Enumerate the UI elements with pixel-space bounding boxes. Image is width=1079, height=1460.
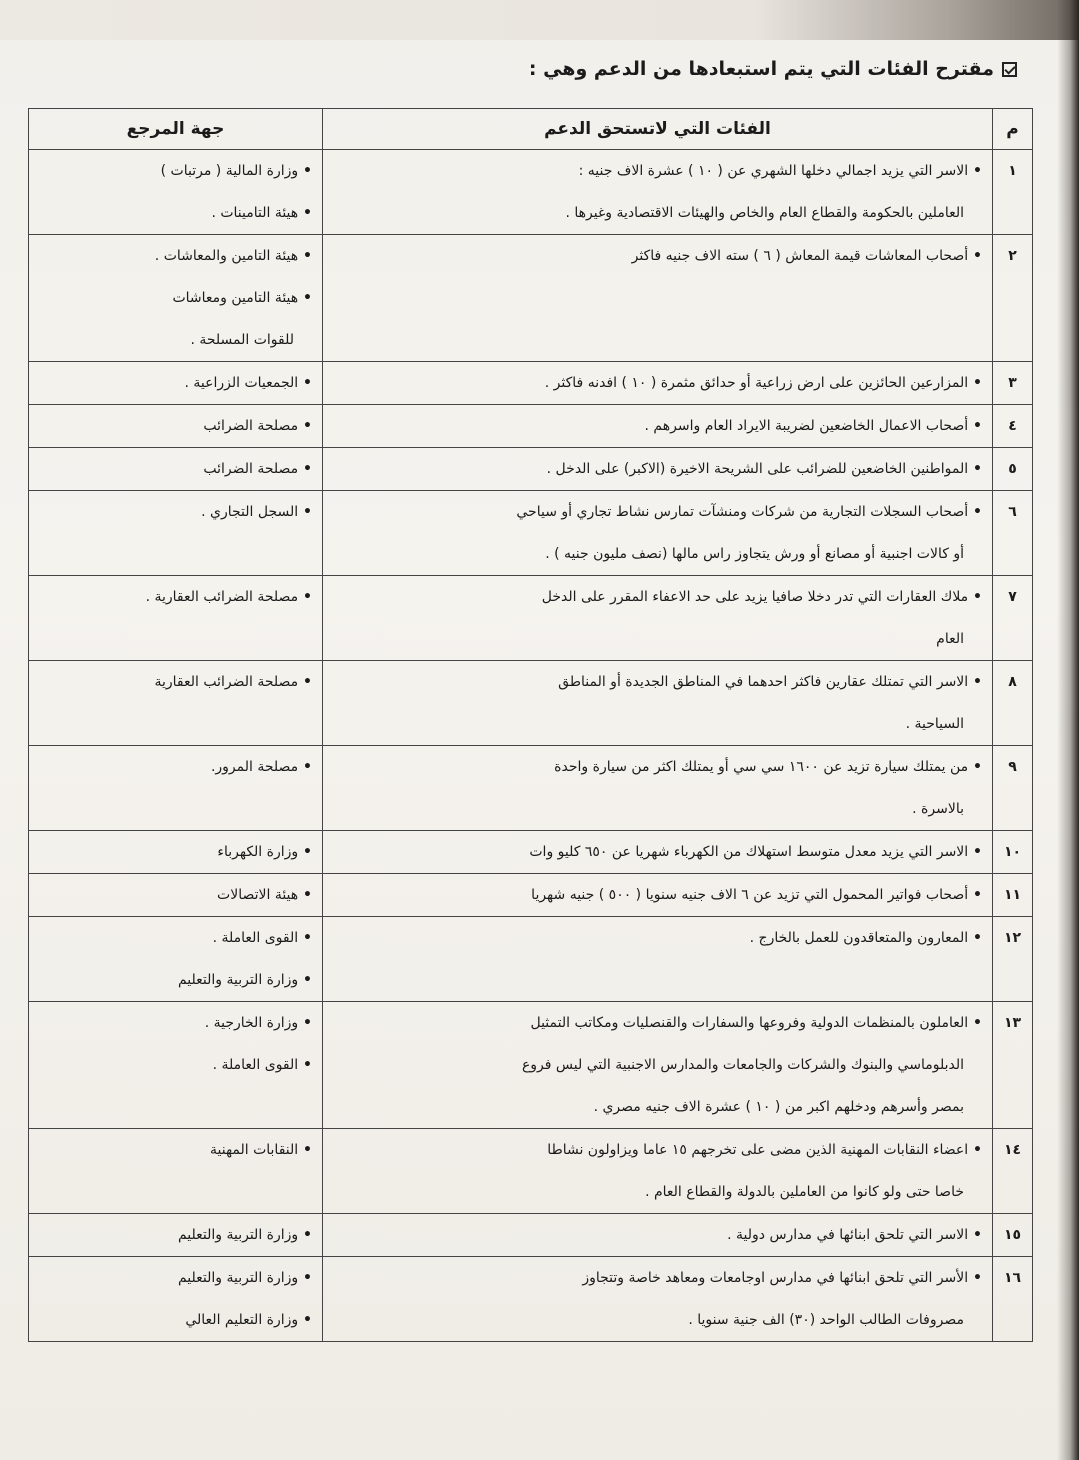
category-text: • أصحاب المعاشات قيمة المعاش ( ٦ ) سته الاف جنيه فاكثر: [333, 235, 982, 277]
table-header-row: [29, 109, 1033, 150]
section-heading-text: مقترح الفئات التي يتم استبعادها من الدعم وهي :: [528, 58, 994, 80]
row-number: ٣: [993, 362, 1033, 405]
table-row: [29, 1002, 1033, 1129]
column-header-category: الفئات التي لاتستحق الدعم: [323, 109, 993, 150]
row-number: ٥: [993, 448, 1033, 491]
row-number: ١١: [993, 874, 1033, 917]
source-cell: [29, 576, 323, 661]
category-cell: [323, 362, 993, 405]
row-number: ٦: [993, 491, 1033, 576]
category-cell: [323, 661, 993, 746]
category-cell: [323, 1214, 993, 1257]
table-row: [29, 1257, 1033, 1342]
category-cell: [323, 1257, 993, 1342]
source-text: • وزارة الخارجية .: [39, 1002, 312, 1044]
source-text: للقوات المسلحة .: [190, 332, 294, 348]
source-text: • وزارة الكهرباء: [39, 831, 312, 873]
column-header-num: م: [993, 109, 1033, 150]
source-cell: [29, 1002, 323, 1129]
category-text: أو كالات اجنبية أو مصانع أو ورش يتجاوز راس مالها (نصف مليون جنيه ) .: [545, 546, 964, 562]
source-cell: [29, 1129, 323, 1214]
source-text: • السجل التجاري .: [39, 491, 312, 533]
source-text: • هيئة الاتصالات: [39, 874, 312, 916]
category-text: • من يمتلك سيارة تزيد عن ١٦٠٠ سي سي أو يمتلك اكثر من سيارة واحدة: [333, 746, 982, 788]
category-text: العام: [936, 631, 964, 647]
category-text: • المواطنين الخاضعين للضرائب على الشريحة الاخيرة (الاكبر) على الدخل .: [333, 448, 982, 490]
category-cell: [323, 491, 993, 576]
checkbox-icon: [1002, 62, 1017, 77]
category-text: السياحية .: [905, 716, 964, 732]
source-cell: [29, 874, 323, 917]
table-row: [29, 1214, 1033, 1257]
source-cell: [29, 448, 323, 491]
source-text: • وزارة التربية والتعليم: [39, 1257, 312, 1299]
category-cell: [323, 405, 993, 448]
category-cell: [323, 1129, 993, 1214]
source-text: • مصلحة الضرائب العقارية: [39, 661, 312, 703]
row-number: ٢: [993, 235, 1033, 362]
source-cell: [29, 150, 323, 235]
category-text: • الأسر التي تلحق ابنائها في مدارس اوجامعات ومعاهد خاصة وتتجاوز: [333, 1257, 982, 1299]
row-number: ٤: [993, 405, 1033, 448]
table-row: [29, 448, 1033, 491]
category-text: • الاسر التي تمتلك عقارين فاكثر احدهما في المناطق الجديدة أو المناطق: [333, 661, 982, 703]
category-cell: [323, 576, 993, 661]
category-cell: [323, 150, 993, 235]
table-row: [29, 661, 1033, 746]
source-text: • هيئة التامينات .: [39, 192, 312, 234]
category-text: • الاسر التي يزيد اجمالي دخلها الشهري عن ( ١٠ ) عشرة الاف جنيه :: [333, 150, 982, 192]
table-row: [29, 917, 1033, 1002]
category-text: • ملاك العقارات التي تدر دخلا صافيا يزيد على حد الاعفاء المقرر على الدخل: [333, 576, 982, 618]
category-text: بمصر وأسرهم ودخلهم اكبر من ( ١٠ ) عشرة الاف جنيه مصري .: [593, 1099, 964, 1115]
source-text: • مصلحة الضرائب: [39, 448, 312, 490]
page-right-edge: [1057, 0, 1079, 1460]
category-cell: [323, 831, 993, 874]
source-cell: [29, 362, 323, 405]
category-text: • المعارون والمتعاقدون للعمل بالخارج .: [333, 917, 982, 959]
source-text: • الجمعيات الزراعية .: [39, 362, 312, 404]
table-body: [29, 150, 1033, 1342]
category-text: بالاسرة .: [912, 801, 964, 817]
page-top-shadow: [0, 0, 1079, 40]
section-heading: [529, 58, 1017, 80]
row-number: ٨: [993, 661, 1033, 746]
category-cell: [323, 874, 993, 917]
category-text: • أصحاب الاعمال الخاضعين لضريبة الايراد العام واسرهم .: [333, 405, 982, 447]
row-number: ١٠: [993, 831, 1033, 874]
category-cell: [323, 235, 993, 362]
category-text: العاملين بالحكومة والقطاع العام والخاص والهيئات الاقتصادية وغيرها .: [565, 205, 964, 221]
row-number: ٧: [993, 576, 1033, 661]
table-row: [29, 491, 1033, 576]
source-cell: [29, 235, 323, 362]
category-cell: [323, 448, 993, 491]
source-cell: [29, 1214, 323, 1257]
table-row: [29, 576, 1033, 661]
category-cell: [323, 917, 993, 1002]
category-cell: [323, 746, 993, 831]
source-cell: [29, 746, 323, 831]
table-row: [29, 235, 1033, 362]
source-text: • القوى العاملة .: [39, 1044, 312, 1086]
table-row: [29, 1129, 1033, 1214]
source-cell: [29, 661, 323, 746]
row-number: ١: [993, 150, 1033, 235]
table-row: [29, 831, 1033, 874]
table-row: [29, 362, 1033, 405]
category-text: مصروفات الطالب الواحد (٣٠) الف جنية سنويا .: [688, 1312, 964, 1328]
category-text: • الاسر التي يزيد معدل متوسط استهلاك من الكهرباء شهريا عن ٦٥٠ كليو وات: [333, 831, 982, 873]
category-text: الدبلوماسي والبنوك والشركات والجامعات والمدارس الاجنبية التي ليس فروع: [521, 1057, 964, 1073]
category-text: • المزارعين الحائزين على ارض زراعية أو حدائق مثمرة ( ١٠ ) افدنه فاكثر .: [333, 362, 982, 404]
table-row: [29, 405, 1033, 448]
source-text: • مصلحة المرور.: [39, 746, 312, 788]
category-text: • اعضاء النقابات المهنية الذين مضى على تخرجهم ١٥ عاما ويزاولون نشاطا: [333, 1129, 982, 1171]
source-cell: [29, 1257, 323, 1342]
row-number: ١٢: [993, 917, 1033, 1002]
category-text: • الاسر التي تلحق ابنائها في مدارس دولية .: [333, 1214, 982, 1256]
source-text: • مصلحة الضرائب: [39, 405, 312, 447]
category-text: • أصحاب السجلات التجارية من شركات ومنشآت تمارس نشاط تجاري أو سياحي: [333, 491, 982, 533]
row-number: ٩: [993, 746, 1033, 831]
row-number: ١٦: [993, 1257, 1033, 1342]
source-text: • هيئة التامين ومعاشات: [39, 277, 312, 319]
source-text: • النقابات المهنية: [39, 1129, 312, 1171]
source-text: • وزارة التربية والتعليم: [39, 1214, 312, 1256]
row-number: ١٥: [993, 1214, 1033, 1257]
source-cell: [29, 831, 323, 874]
category-text: خاصا حتى ولو كانوا من العاملين بالدولة والقطاع العام .: [645, 1184, 964, 1200]
source-cell: [29, 917, 323, 1002]
table-row: [29, 746, 1033, 831]
source-text: • وزارة التعليم العالي: [39, 1299, 312, 1341]
column-header-source: جهة المرجع: [29, 109, 323, 150]
category-cell: [323, 1002, 993, 1129]
source-text: • وزارة المالية ( مرتبات ): [39, 150, 312, 192]
source-cell: [29, 491, 323, 576]
category-text: • أصحاب فواتير المحمول التي تزيد عن ٦ الاف جنيه سنويا ( ٥٠٠ ) جنيه شهريا: [333, 874, 982, 916]
row-number: ١٤: [993, 1129, 1033, 1214]
source-text: • مصلحة الضرائب العقارية .: [39, 576, 312, 618]
category-text: • العاملون بالمنظمات الدولية وفروعها والسفارات والقنصليات ومكاتب التمثيل: [333, 1002, 982, 1044]
row-number: ١٣: [993, 1002, 1033, 1129]
table-row: [29, 874, 1033, 917]
table-row: [29, 150, 1033, 235]
source-text: • هيئة التامين والمعاشات .: [39, 235, 312, 277]
source-text: • وزارة التربية والتعليم: [39, 959, 312, 1001]
source-cell: [29, 405, 323, 448]
exclusion-table: [28, 108, 1033, 1342]
source-text: • القوى العاملة .: [39, 917, 312, 959]
